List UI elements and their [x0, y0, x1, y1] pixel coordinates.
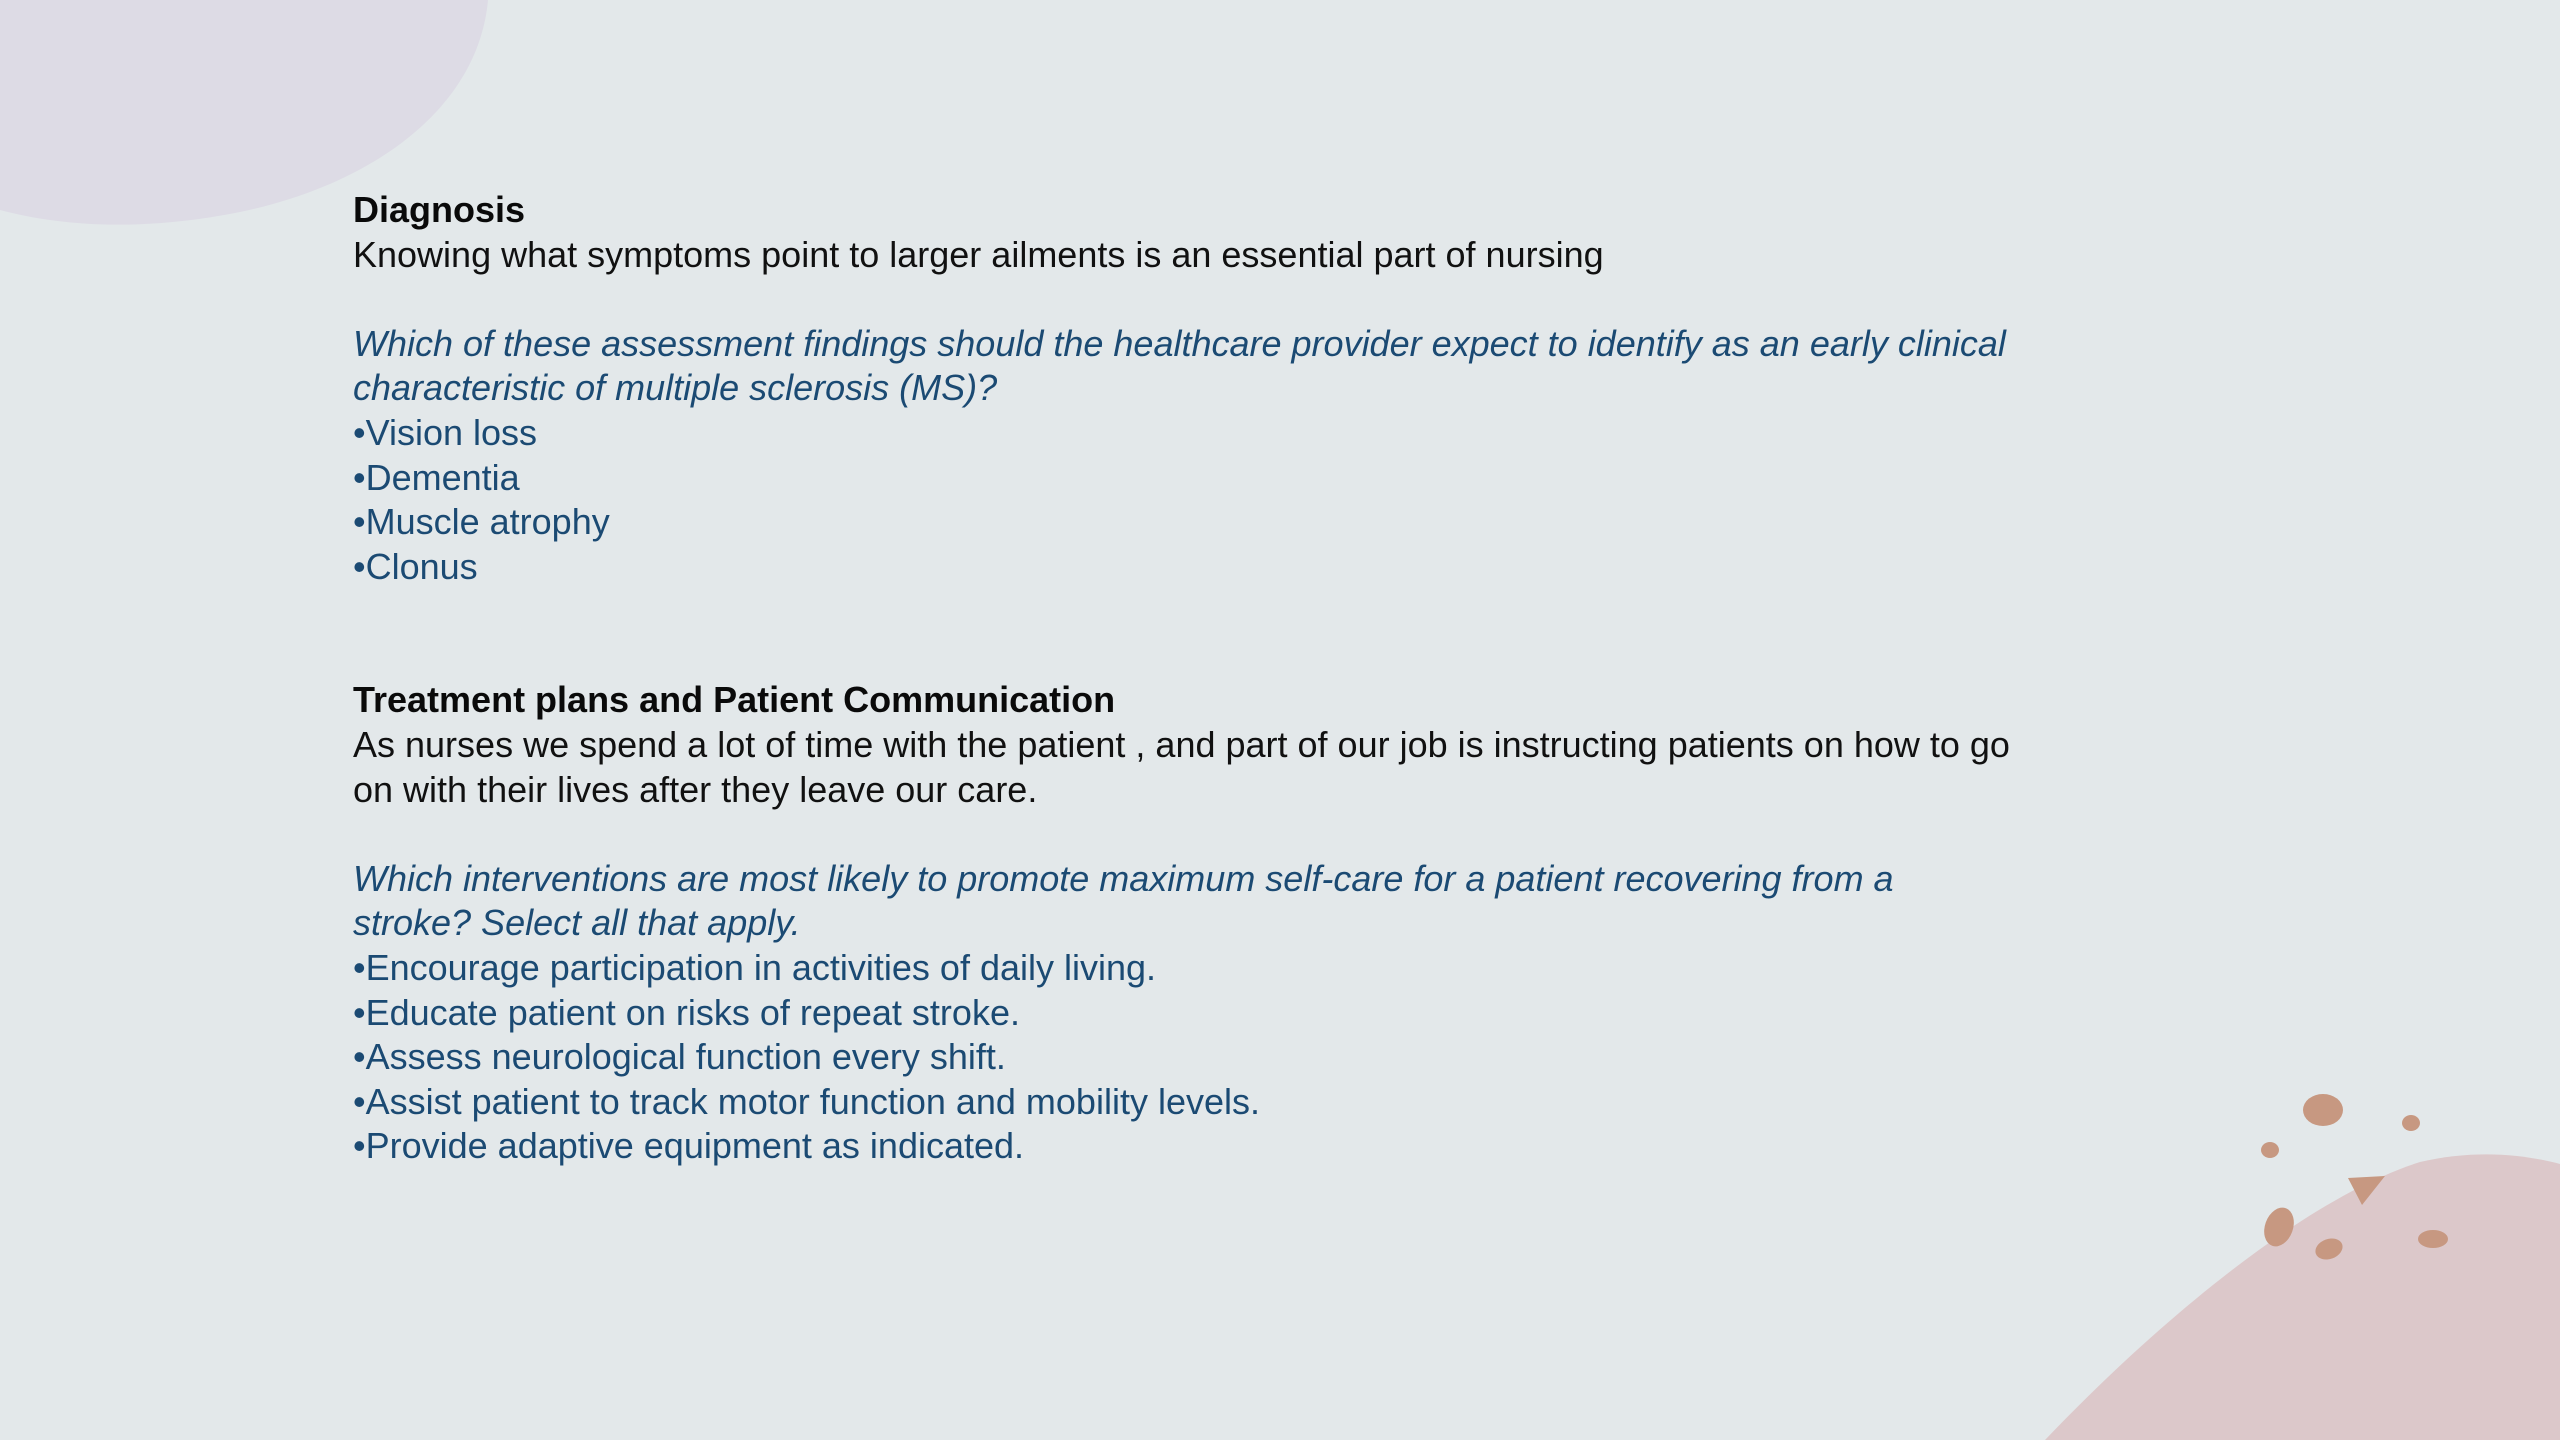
section-diagnosis — [353, 188, 2013, 589]
slide-content — [353, 188, 2013, 1169]
answer-option: •Dementia — [353, 456, 520, 498]
answer-option: •Vision loss — [353, 411, 538, 453]
answer-option: •Assess neurological function every shift. — [353, 1036, 1006, 1078]
answer-option: •Clonus — [353, 545, 478, 587]
answer-option: •Educate patient on risks of repeat stroke. — [353, 991, 1020, 1033]
speckle — [2261, 1142, 2279, 1158]
answer-option: •Muscle atrophy — [353, 501, 610, 543]
answer-option: •Provide adaptive equipment as indicated. — [353, 1125, 1025, 1167]
question-text: Which of these assessment findings should the healthcare provider expect to identify as an early clinical characteristic of multiple sclerosis (MS)? — [353, 322, 2006, 409]
speckle — [2418, 1230, 2448, 1248]
section-intro: As nurses we spend a lot of time with the patient , and part of our job is instructing patients on how to go on with their lives after they leave our care. — [353, 723, 2010, 810]
answer-option: •Assist patient to track motor function and mobility levels. — [353, 1080, 1260, 1122]
answer-options — [353, 411, 2013, 589]
answer-option: •Encourage participation in activities of daily living. — [353, 946, 1157, 988]
question-text: Which interventions are most likely to promote maximum self-care for a patient recovering from a stroke? Select all that apply. — [353, 857, 1894, 944]
section-intro: Knowing what symptoms point to larger ailments is an essential part of nursing — [353, 233, 1604, 275]
section-heading: Treatment plans and Patient Communication — [353, 679, 1116, 721]
section-treatment-plans — [353, 678, 2013, 1169]
speckle — [2402, 1115, 2420, 1131]
answer-options — [353, 946, 2013, 1169]
speckle — [2303, 1094, 2343, 1126]
section-heading: Diagnosis — [353, 189, 526, 230]
